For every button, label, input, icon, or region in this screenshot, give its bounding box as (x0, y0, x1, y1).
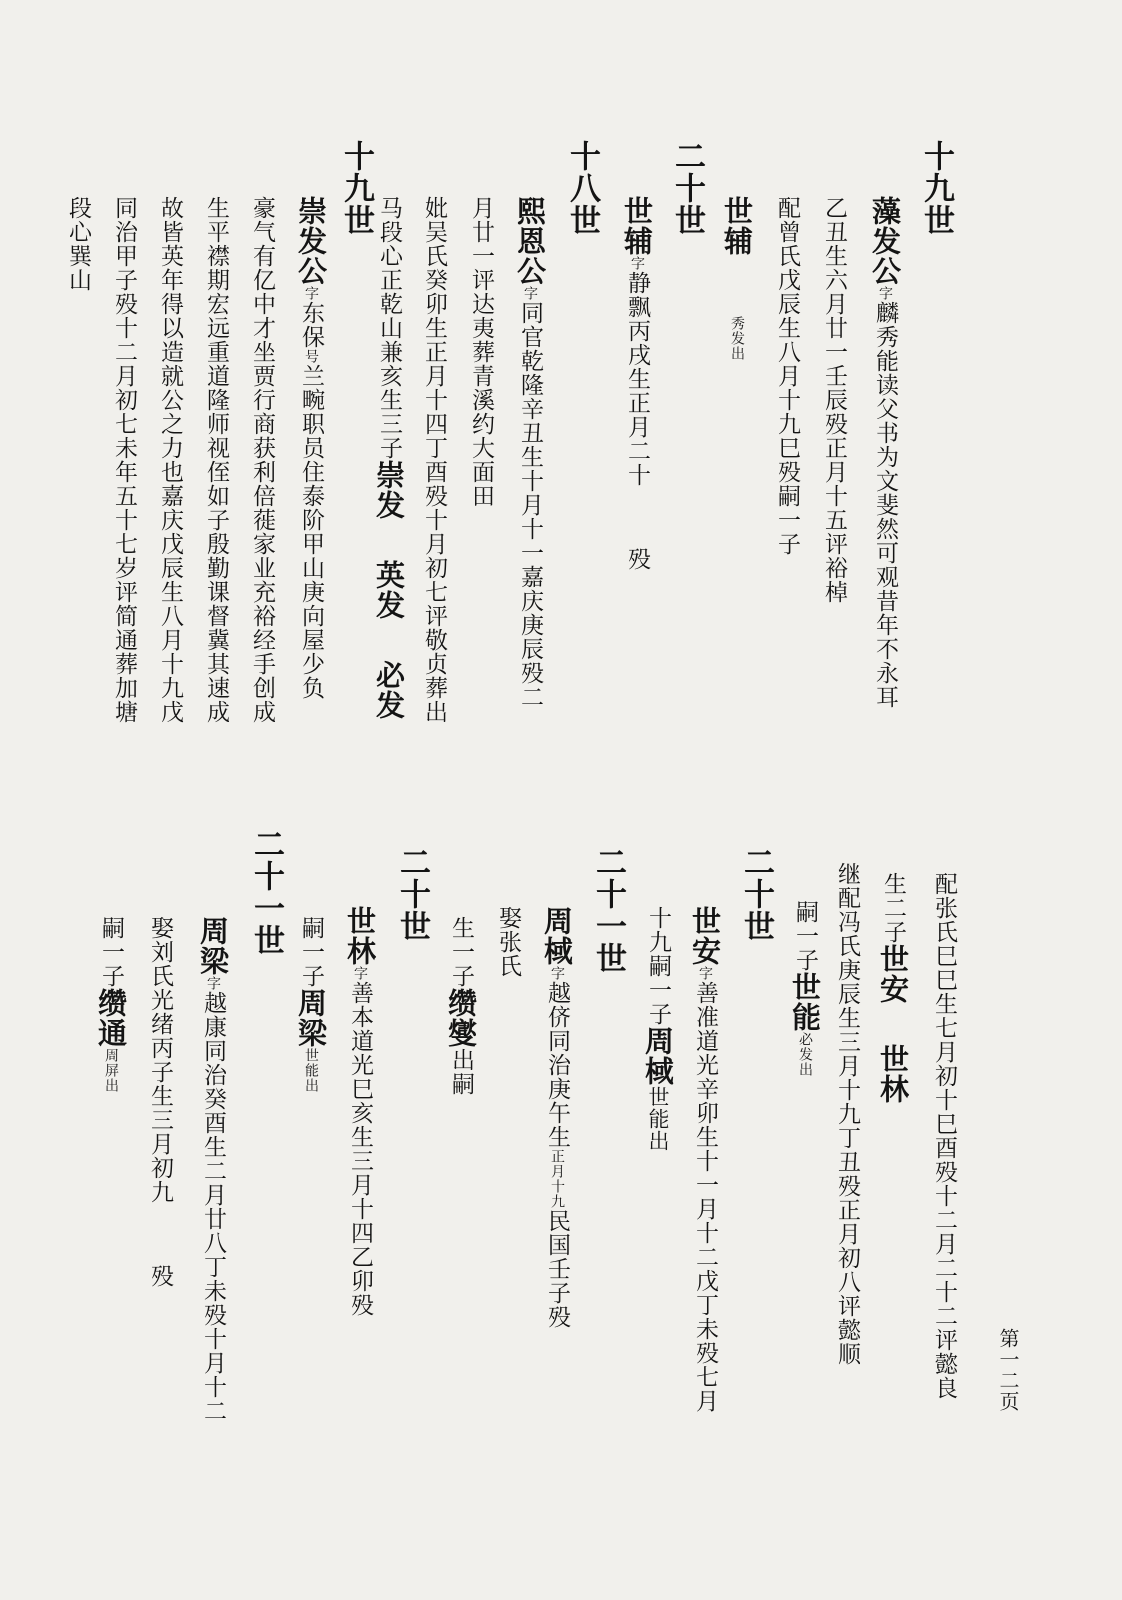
page-number (998, 1328, 1018, 1412)
zi-marker: 字 (549, 966, 565, 981)
entry-text: 嗣一子 (792, 900, 818, 972)
person-name: 必发 (372, 660, 406, 720)
generation-heading (338, 140, 374, 236)
generation-heading (590, 846, 626, 974)
origin-note: 世能出 (646, 1086, 670, 1152)
generation-label: 二十一世 (590, 846, 626, 974)
heir-line (94, 916, 128, 1093)
heir-line (641, 906, 675, 1152)
entry-text: 故皆英年得以造就公之力也嘉庆戊辰生八月十九戊 (157, 196, 183, 724)
entry-zhouliang (196, 916, 230, 1423)
person-name: 世辅 (720, 196, 754, 256)
entry-text: 配张氏巳巳生七月初十巳酉殁十二月二十二评懿良 (931, 872, 957, 1400)
generation-heading (564, 140, 600, 236)
entry-line (469, 196, 492, 508)
entry-shilin (343, 906, 377, 1317)
entry-text: 配曾氏戊辰生八月十九巳殁嗣一子 (774, 196, 800, 556)
person-name: 世林 (876, 1044, 910, 1104)
zi-marker: 字 (205, 976, 221, 991)
person-name: 藻发公 (868, 196, 902, 286)
generation-label: 十八世 (564, 140, 600, 236)
person-name: 周梁 (196, 916, 230, 976)
origin-note: 周屏出 (103, 1048, 119, 1093)
person-name: 周梁 (294, 988, 328, 1048)
zi-marker: 字 (629, 256, 645, 271)
origin-note: 秀发出 (729, 316, 745, 361)
entry-text: 娶刘氏光绪丙子生三月初九 (147, 916, 173, 1204)
entry-text: 民国壬子殁 (544, 1209, 570, 1329)
person-name: 世能 (788, 972, 822, 1032)
sons-line (372, 196, 406, 720)
entry-line (158, 196, 181, 724)
person-name: 英发 (372, 560, 406, 620)
entry-text: 东保 (298, 301, 324, 349)
entry-text: 越侪同治庚午生 (544, 981, 570, 1149)
zi-marker: 字 (352, 966, 368, 981)
person-name: 周棫 (641, 1026, 675, 1086)
person-name: 世安 (876, 944, 910, 1004)
person-name: 熙恩公 (513, 196, 547, 286)
generation-label: 十九世 (918, 140, 954, 236)
entry-text: 生二子 (880, 872, 906, 944)
person-name: 缵通 (94, 988, 128, 1048)
generation-heading (669, 140, 705, 236)
person-name: 缵燮 (444, 988, 478, 1048)
generation-label: 十九世 (338, 140, 374, 236)
person-name: 崇发公 (294, 196, 328, 286)
entry-text: 殁 (624, 547, 650, 571)
entry-text: 越康同治癸酉生二月廿八丁未殁十月十二 (200, 991, 226, 1423)
entry-text: 十九嗣一子 (645, 906, 671, 1026)
zi-marker: 字 (697, 966, 713, 981)
entry-line (932, 872, 955, 1400)
heir-line (720, 196, 754, 361)
entry-text: 殁 (147, 1264, 173, 1288)
entry-line (204, 196, 227, 724)
entry-text: 马段心正乾山兼亥生三子 (376, 196, 402, 460)
sons-line (444, 916, 478, 1096)
hao-marker: 号 (303, 349, 319, 364)
entry-text: 善本道光巳亥生三月十四乙卯殁 (347, 981, 373, 1317)
zi-marker: 字 (303, 286, 319, 301)
entry-text: 出嗣 (448, 1048, 474, 1096)
entry-text: 嗣一子 (298, 916, 324, 988)
entry-text: 乙丑生六月廿一壬辰殁正月十五评裕棹 (821, 196, 847, 604)
entry-text: 豪气有亿中才坐贾行商获利倍蓰家业充裕经手创成 (249, 196, 275, 724)
entry-line (66, 196, 89, 292)
zi-marker: 字 (522, 286, 538, 301)
entry-line (822, 196, 845, 604)
date-note: 正月十九 (549, 1149, 565, 1209)
entry-line (775, 196, 798, 556)
heir-line (294, 916, 328, 1093)
page-number-text: 第一二页 (996, 1328, 1020, 1412)
entry-line (112, 196, 135, 724)
generation-label: 二十世 (738, 846, 774, 942)
zi-marker: 字 (877, 286, 893, 301)
entry-line (496, 906, 519, 978)
entry-line (148, 916, 171, 1288)
entry-chongfa (294, 196, 328, 700)
entry-text: 妣吴氏癸卯生正月十四丁酉殁十月初七评敬贞葬出 (421, 196, 447, 724)
entry-line (835, 862, 858, 1366)
entry-zaofa (868, 196, 902, 709)
entry-zhouyu (540, 906, 574, 1329)
entry-text: 善准道光辛卯生十一月十二戊丁未殁七月 (692, 981, 718, 1413)
generation-label: 二十世 (669, 140, 705, 236)
entry-text: 同治甲子殁十二月初七未年五十七岁评简通葬加塘 (111, 196, 137, 724)
entry-text: 麟秀能读父书为文斐然可观昔年不永耳 (872, 301, 898, 709)
entry-text: 同官乾隆辛丑生十月十一嘉庆庚辰殁二 (517, 301, 543, 709)
entry-text: 娶张氏 (495, 906, 521, 978)
entry-text: 静飘丙戌生正月二十 (624, 271, 650, 487)
ji-marker: 继 (834, 862, 860, 886)
person-name: 周棫 (540, 906, 574, 966)
entry-text: 月廿一评达夷葬青溪约大面田 (468, 196, 494, 508)
sons-line (876, 872, 910, 1104)
entry-text: 配冯氏庚辰生三月十九丁丑殁正月初八评懿顺 (834, 886, 860, 1366)
person-name: 崇发 (372, 460, 406, 520)
entry-text: 生一子 (448, 916, 474, 988)
generation-heading (738, 846, 774, 942)
generation-heading (248, 828, 284, 956)
generation-heading (918, 140, 954, 236)
heir-line (788, 900, 822, 1077)
entry-text: 嗣一子 (98, 916, 124, 988)
entry-line (422, 196, 445, 724)
entry-text: 段心巽山 (65, 196, 91, 292)
generation-label: 二十世 (394, 846, 430, 942)
entry-shifu (620, 196, 654, 571)
origin-note: 必发出 (797, 1032, 813, 1077)
person-name: 世辅 (620, 196, 654, 256)
entry-text: 生平襟期宏远重道隆师视侄如子殷勤课督冀其速成 (203, 196, 229, 724)
generation-label: 二十一世 (248, 828, 284, 956)
entry-text: 兰畹职员住泰阶甲山庚向屋少负 (298, 364, 324, 700)
entry-line (250, 196, 273, 724)
entry-shian (688, 906, 722, 1413)
generation-heading (394, 846, 430, 942)
entry-xien (513, 196, 547, 709)
person-name: 世林 (343, 906, 377, 966)
person-name: 世安 (688, 906, 722, 966)
origin-note: 世能出 (303, 1048, 319, 1093)
